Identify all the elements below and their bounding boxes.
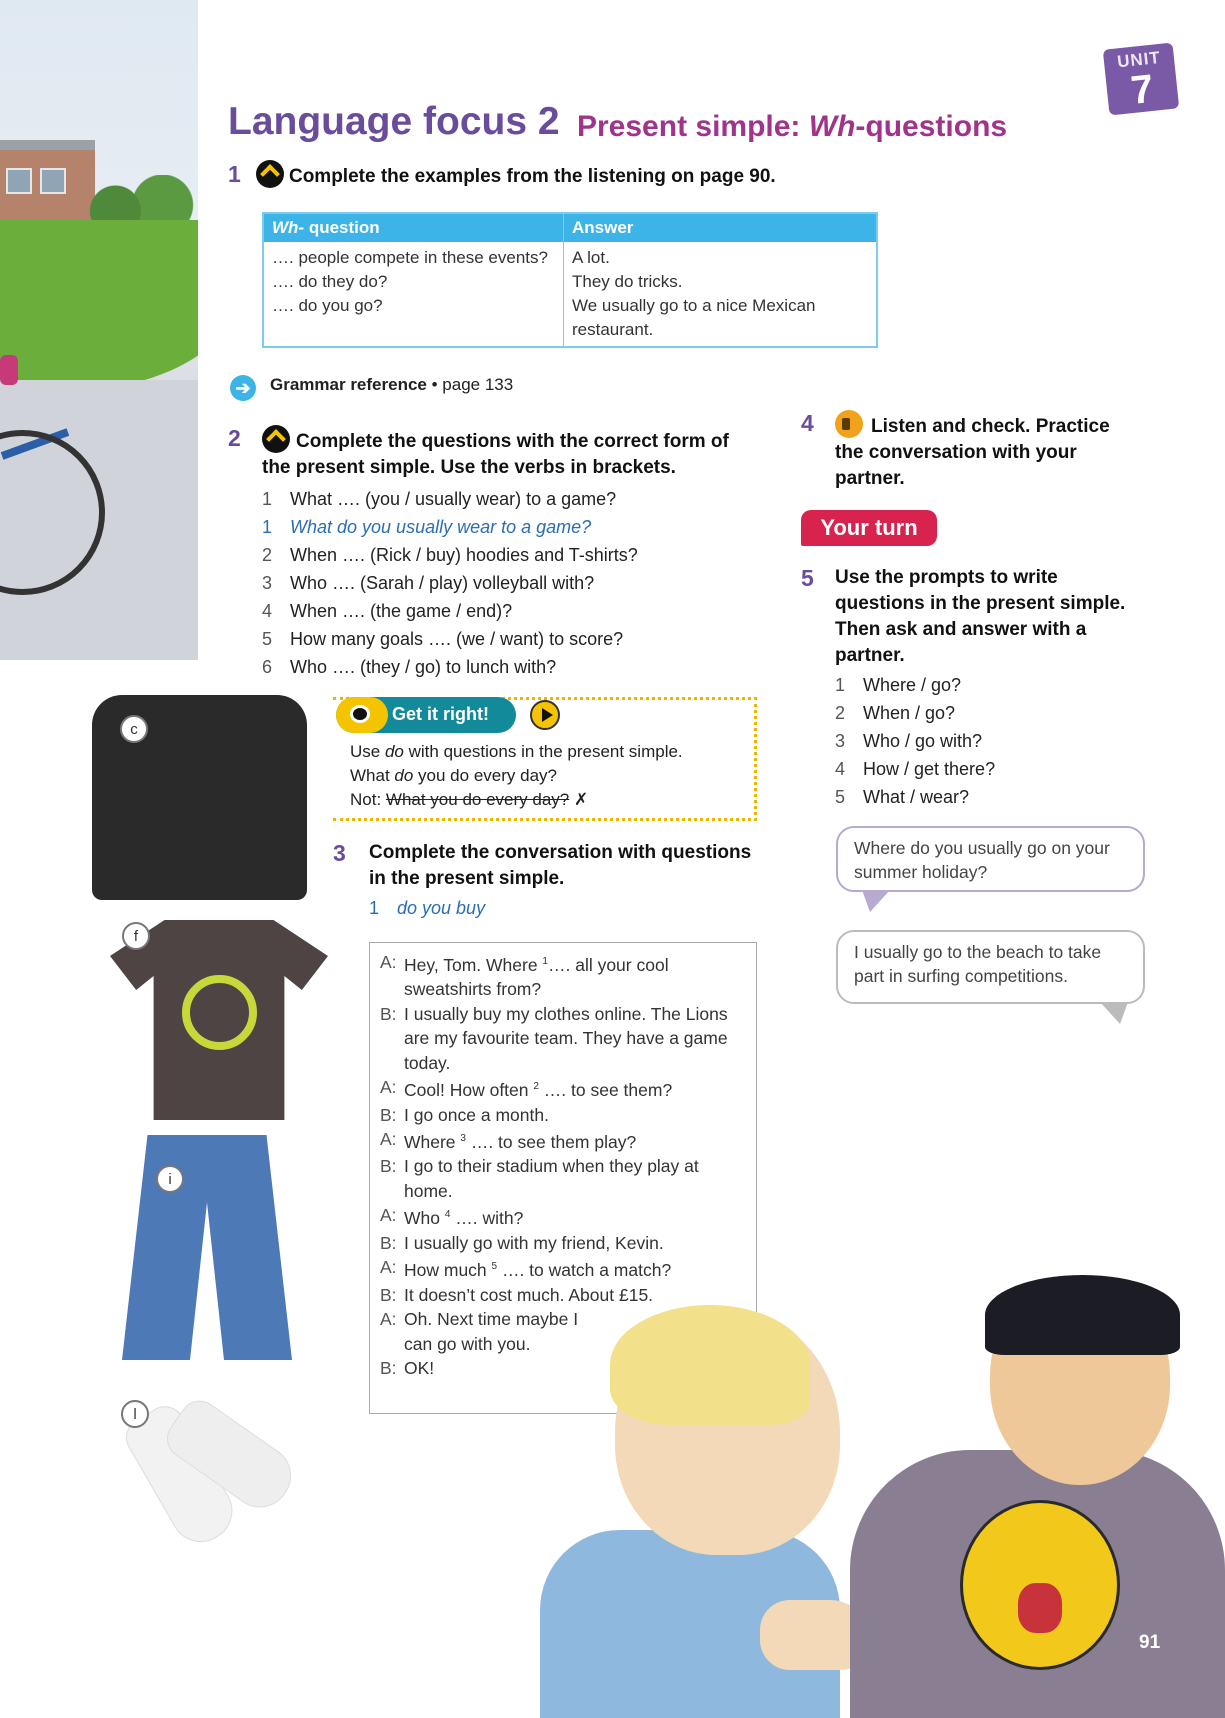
table-questions: …. people compete in these events? …. do they do? …. do you go?	[264, 242, 564, 346]
clothes-label-l: l	[121, 1400, 149, 1428]
speech-bubble-question: Where do you usually go on your summer holiday?	[836, 826, 1145, 892]
cycling-illustration	[0, 0, 198, 660]
list-item: 5 How many goals …. (we / want) to score?	[262, 629, 624, 649]
eye-icon	[336, 697, 388, 733]
grammar-reference[interactable]: ➔ Grammar reference • page 133	[230, 375, 513, 401]
unit-number: 7	[1128, 66, 1156, 113]
list-item: 5 What / wear?	[835, 787, 970, 807]
exercise-3	[333, 840, 753, 922]
list-item: 6 Who …. (they / go) to lunch with?	[262, 657, 557, 677]
exercise-number: 3	[333, 840, 346, 866]
exercise-1-header	[228, 160, 776, 190]
exercise-5	[801, 565, 1141, 811]
exercise-number: 1	[228, 161, 241, 187]
table-header-answer: Answer	[564, 214, 877, 242]
list-item: 1 Where / go?	[835, 675, 962, 695]
list-item: 4 How / get there?	[835, 759, 996, 779]
blond-boy-hair	[610, 1305, 810, 1425]
exercise-number: 4	[801, 410, 814, 436]
clothes-label-f: f	[122, 922, 150, 950]
exercise-instruction: Complete the questions with the correct form of the present simple. Use the verbs in brackets.	[262, 431, 729, 478]
jeans-photo	[122, 1135, 292, 1360]
conversation-line: B: I go to their stadium when they play at home.	[380, 1156, 699, 1201]
listening-icon	[256, 160, 284, 188]
speech-bubble-answer: I usually go to the beach to take part in surfing competitions.	[836, 930, 1145, 1004]
skateboard-print	[182, 975, 257, 1050]
page-subtitle: Present simple: Wh-questions	[577, 110, 1008, 143]
example-answer: 1 do you buy	[369, 898, 486, 918]
wh-question-table	[262, 212, 878, 348]
exercise-number: 5	[801, 565, 814, 591]
exercise-instruction: Listen and check. Practice the conversation with your partner.	[835, 416, 1110, 489]
your-turn-label: Your turn	[801, 510, 937, 546]
table-header-question: Wh- question	[264, 214, 564, 242]
conversation-line: B: I usually buy my clothes online. The Lions are my favourite team. They have a game today.	[380, 1003, 728, 1073]
conversation-line: A: Cool! How often $^2$ …. to see them?	[380, 1077, 673, 1101]
list-item: 3 Who …. (Sarah / play) volleyball with?	[262, 573, 595, 593]
exercise-instruction: Complete the conversation with questions in the present simple.	[369, 842, 752, 889]
list-item: 4 When …. (the game / end)?	[262, 601, 513, 621]
page-title: Language focus 2	[228, 100, 560, 143]
list-item: 2 When / go?	[835, 703, 956, 723]
arrow-right-icon: ➔	[230, 375, 256, 401]
exercise-2	[228, 425, 758, 681]
unit-label: UNIT	[1116, 47, 1162, 72]
conversation-line: A: Hey, Tom. Where $^1$…. all your cool sweatshirts from?	[380, 952, 669, 1000]
question-list	[262, 485, 758, 681]
list-item-answer: 1 What do you usually wear to a game?	[262, 517, 592, 537]
clothes-label-i: i	[156, 1165, 184, 1193]
lion-logo-icon	[960, 1500, 1120, 1670]
list-item: 3 Who / go with?	[835, 731, 983, 751]
play-icon[interactable]	[530, 700, 560, 730]
conversation-line: B: OK!	[380, 1358, 435, 1379]
list-item: 1 What …. (you / usually wear) to a game?	[262, 489, 617, 509]
clothes-label-c: c	[120, 715, 148, 743]
conversation-line: A: Where $^3$ …. to see them play?	[380, 1129, 637, 1152]
conversation-line: B: I go once a month.	[380, 1104, 549, 1125]
conversation-line: A: Oh. Next time maybe I can go with you.	[380, 1309, 579, 1354]
listening-icon	[262, 425, 290, 453]
speaker-icon[interactable]	[835, 410, 863, 438]
prompt-list	[835, 671, 1141, 811]
unit-badge	[1103, 43, 1180, 116]
speech-bubble-tail	[1100, 1002, 1128, 1024]
speech-bubble-tail	[862, 890, 890, 912]
table-answers: A lot. They do tricks. We usually go to a nice Mexican restaurant.	[572, 248, 816, 339]
exercise-4	[801, 410, 1141, 492]
get-it-right-label: Get it right!	[336, 697, 516, 733]
page-number: 91	[1139, 1632, 1161, 1653]
get-it-right-text: Use do with questions in the present simple. What do you do every day? Not: What you do every day? ✗	[350, 742, 683, 809]
exercise-number: 2	[228, 425, 241, 451]
exercise-instruction: Complete the examples from the listening on page 90.	[288, 166, 776, 187]
dark-haired-boy-hair	[985, 1275, 1180, 1355]
conversation-line: B: I usually go with my friend, Kevin.	[380, 1232, 664, 1253]
exercise-instruction: Use the prompts to write questions in the present simple. Then ask and answer with a partner.	[835, 567, 1126, 666]
conversation-line: A: How much $^5$ …. to watch a match?	[380, 1257, 672, 1281]
lawn-illustration	[0, 220, 198, 390]
conversation-line: B: It doesn’t cost much. About £15.	[380, 1284, 654, 1305]
list-item: 2 When …. (Rick / buy) hoodies and T-shirts?	[262, 545, 638, 565]
rider-illustration	[0, 355, 18, 385]
conversation-line: A: Who $^4$ …. with?	[380, 1205, 524, 1229]
